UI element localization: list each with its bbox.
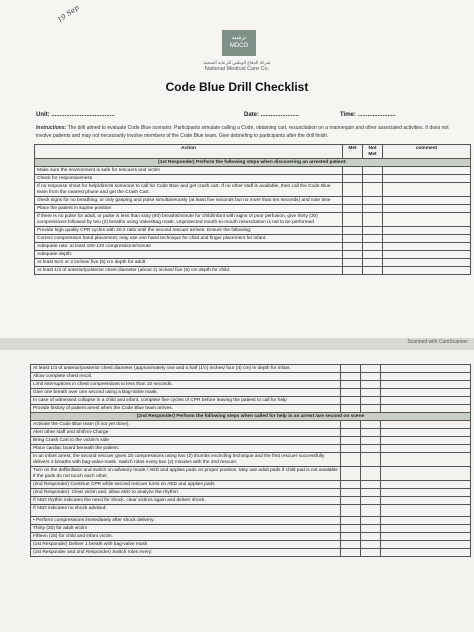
table-row (35, 235, 471, 243)
comment-cell[interactable] (381, 505, 471, 517)
met-cell[interactable] (341, 541, 361, 549)
table-row (31, 365, 471, 373)
comment-cell[interactable] (381, 437, 471, 445)
action-cell: At least 5cm or 2 inches/ five (5) cm depth for adult (35, 259, 343, 267)
action-cell: Bring Crash Cart to the victim's side (31, 437, 341, 445)
table-row (31, 397, 471, 405)
table-row (35, 251, 471, 259)
met-cell[interactable] (341, 389, 361, 397)
comment-cell[interactable] (383, 235, 471, 243)
action-cell: Place the patient in supine position (35, 205, 343, 213)
not-met-cell[interactable] (363, 167, 383, 175)
action-cell: (2nd Responder) Continue CPR while second rescuer turns on AED and applies pads (31, 481, 341, 489)
met-cell[interactable] (341, 525, 361, 533)
comment-cell[interactable] (381, 421, 471, 429)
comment-cell[interactable] (383, 183, 471, 197)
scanner-watermark: Scanned with CamScanner (407, 339, 468, 345)
not-met-cell[interactable] (361, 437, 381, 445)
comment-cell[interactable] (383, 227, 471, 235)
table-row (31, 389, 471, 397)
action-cell: Adequate rate: at least 100-120 compressions/minute (35, 243, 343, 251)
comment-cell[interactable] (381, 453, 471, 467)
table-row (35, 213, 471, 227)
table-row (35, 243, 471, 251)
table-row (31, 533, 471, 541)
action-cell: • Perform compressions immediately after shock delivery: (31, 517, 341, 525)
table-row (35, 227, 471, 235)
checklist-table-2 (30, 364, 471, 557)
met-cell[interactable] (341, 517, 361, 525)
met-cell[interactable] (341, 437, 361, 445)
not-met-cell[interactable] (363, 259, 383, 267)
met-cell[interactable] (341, 467, 361, 481)
met-cell[interactable] (341, 381, 361, 389)
met-cell[interactable] (341, 505, 361, 517)
not-met-cell[interactable] (361, 489, 381, 497)
not-met-cell[interactable] (361, 429, 381, 437)
table-row (31, 429, 471, 437)
comment-cell[interactable] (381, 481, 471, 489)
table-row (35, 259, 471, 267)
action-cell: (1st Responder and 2nd Responder) Switch roles every: (31, 549, 341, 557)
met-cell[interactable] (343, 205, 363, 213)
comment-cell[interactable] (381, 445, 471, 453)
comment-cell[interactable] (381, 381, 471, 389)
not-met-cell[interactable] (361, 397, 381, 405)
met-cell[interactable] (343, 243, 363, 251)
comment-cell[interactable] (383, 175, 471, 183)
action-cell: Place cardiac board beneath the patient. (31, 445, 341, 453)
not-met-cell[interactable] (363, 183, 383, 197)
not-met-cell[interactable] (361, 549, 381, 557)
action-cell: Give one breath over one second using a Bag-Valve mask. (31, 389, 341, 397)
table-row (31, 373, 471, 381)
section-header-row (31, 413, 471, 421)
met-cell[interactable] (341, 365, 361, 373)
action-cell: Make sure the environment is safe for rescuers and victim (35, 167, 343, 175)
section-header-row (35, 159, 471, 167)
table-row (31, 405, 471, 413)
action-cell: Provide high quality CPR cycles with 30:2 ratio until the second rescuer arrives. Ensure the following: (35, 227, 343, 235)
unit-field: Unit: ...................................... (36, 112, 115, 118)
not-met-cell[interactable] (363, 227, 383, 235)
comment-cell[interactable] (383, 167, 471, 175)
table-row (35, 175, 471, 183)
action-cell: Allow complete chest recoil. (31, 373, 341, 381)
comment-cell[interactable] (381, 405, 471, 413)
not-met-cell[interactable] (363, 213, 383, 227)
not-met-cell[interactable] (361, 505, 381, 517)
met-cell[interactable] (343, 259, 363, 267)
not-met-cell[interactable] (361, 445, 381, 453)
not-met-cell[interactable] (361, 421, 381, 429)
met-cell[interactable] (341, 489, 361, 497)
comment-cell[interactable] (381, 373, 471, 381)
action-cell: Alert other staff and Shift-in-Charge (31, 429, 341, 437)
not-met-cell[interactable] (361, 467, 381, 481)
section-header-text: (2nd Responder) Perform the following steps when called for help in an arrest /are second on scene (31, 413, 471, 421)
action-header: Action (35, 145, 343, 159)
not-met-header: Not Met (363, 145, 383, 159)
action-cell: If AED rhythm indicates the need for shock, clear victims again and deliver shock. (31, 497, 341, 505)
table-row (31, 489, 471, 497)
instructions-label: Instructions: (36, 125, 67, 131)
action-cell: (1st Responder) Deliver 1 breath with bag-valve mask (31, 541, 341, 549)
handwritten-note: 19 Sep (55, 3, 81, 25)
not-met-cell[interactable] (361, 405, 381, 413)
table-row (31, 525, 471, 533)
company-name-english: National Medical Care Co. (204, 66, 270, 72)
table-row (31, 453, 471, 467)
table-header-row (35, 145, 471, 159)
met-cell[interactable] (341, 445, 361, 453)
not-met-cell[interactable] (361, 373, 381, 381)
met-cell[interactable] (341, 497, 361, 505)
action-cell: check signs for no breathing, or only gasping and pulse simultaneously (at least five seconds but no more than ten seconds) and note time (35, 197, 343, 205)
not-met-cell[interactable] (363, 205, 383, 213)
not-met-cell[interactable] (363, 235, 383, 243)
action-cell: Adequate depth: (35, 251, 343, 259)
time-field: Time: ....................... (340, 112, 396, 118)
comment-cell[interactable] (381, 517, 471, 525)
action-cell: Thirty (30) for adult victim (31, 525, 341, 533)
met-cell[interactable] (341, 453, 361, 467)
comment-cell[interactable] (381, 533, 471, 541)
not-met-cell[interactable] (361, 453, 381, 467)
action-cell: Check for responsiveness (35, 175, 343, 183)
comment-cell[interactable] (381, 389, 471, 397)
table-row (31, 421, 471, 429)
met-cell[interactable] (341, 533, 361, 541)
action-cell: If AED indicates no shock advised: (31, 505, 341, 517)
action-cell: Activate the Code Blue team (if not yet done). (31, 421, 341, 429)
met-header: Met (343, 145, 363, 159)
page-title: Code Blue Drill Checklist (165, 80, 309, 94)
action-cell: Turn on the defibrillator and switch on advisory mode / AED and applies pads on proper position. May use adult pads if child pad is not available if the pads do not touch each other. (31, 467, 341, 481)
action-cell: Limit interruptions in chest compressions to less than 10 seconds. (31, 381, 341, 389)
action-cell: If no response shout for help/directs someone to call for Code Blue and get crash cart. If no other staff is available, then call the Code Blue team from the nearest phone and get the Crash Cart. (35, 183, 343, 197)
action-cell: In an infant arrest, the second rescuer gives 15 compressions using two (2) thumbs encircling technique and the first rescuer successfully delivers 2 breaths with bag-valve-mask. Switch roles every two (2) minutes with the 2nd rescuer. (31, 453, 341, 467)
table-row (31, 445, 471, 453)
action-cell: Fifteen (15) for child and infant victim. (31, 533, 341, 541)
comment-header: comment (383, 145, 471, 159)
met-cell[interactable] (341, 405, 361, 413)
date-field: Date: ....................... (244, 112, 300, 118)
met-cell[interactable] (343, 227, 363, 235)
table-row (31, 437, 471, 445)
comment-cell[interactable] (383, 197, 471, 205)
instructions (36, 124, 456, 140)
table-row (31, 467, 471, 481)
met-cell[interactable] (341, 429, 361, 437)
met-cell[interactable] (343, 175, 363, 183)
comment-cell[interactable] (381, 429, 471, 437)
comment-cell[interactable] (383, 243, 471, 251)
met-cell[interactable] (341, 481, 361, 489)
not-met-cell[interactable] (361, 497, 381, 505)
company-name-arabic: شركة الدفاع الوطني للرعاية الصحية (203, 60, 271, 65)
met-cell[interactable] (341, 549, 361, 557)
action-cell: At least 1/3 of anterior/posterior chest diameter (about 2) inches/ five (5) cm depth for child. (35, 267, 343, 275)
action-cell: (2nd Responder): Clear victim and, allow AED to analyze the rhythm (31, 489, 341, 497)
met-cell[interactable] (343, 235, 363, 243)
met-cell[interactable] (343, 251, 363, 259)
instructions-text: The drill aimed to evaluate Code Blue scenario: Participants simulate calling a Code, obtaining cart, resuscitation on a mannequin and other associated activities. It does not involve patients and may not necessarily involve members of the Code Blue team. Give debriefing to participants after the drill finish. (36, 125, 449, 139)
not-met-cell[interactable] (361, 481, 381, 489)
action-cell: If there is no pulse for adult, or pulse is less than sixty (60) breaths/minute for child/infant with signs of poor perfusion, give thirty (30) compressions followed by two (2) breaths using Valve/Bag mask. Unprotected mouth-to-mouth resuscitation is not to be performed (35, 213, 343, 227)
table-row (31, 481, 471, 489)
comment-cell[interactable] (381, 365, 471, 373)
met-cell[interactable] (341, 397, 361, 405)
action-cell: In case of witnessed collapse in a child and infant, complete five cycles of CPR before leaving the patient to call for help (31, 397, 341, 405)
not-met-cell[interactable] (361, 541, 381, 549)
not-met-cell[interactable] (361, 365, 381, 373)
table-row (31, 381, 471, 389)
comment-cell[interactable] (383, 259, 471, 267)
table-row (31, 517, 471, 525)
not-met-cell[interactable] (361, 533, 381, 541)
action-cell: Provide history of patient arrest when the Code Blue team arrives. (31, 405, 341, 413)
met-cell[interactable] (343, 267, 363, 275)
comment-cell[interactable] (381, 467, 471, 481)
met-cell[interactable] (341, 421, 361, 429)
not-met-cell[interactable] (361, 389, 381, 397)
not-met-cell[interactable] (361, 525, 381, 533)
checklist-table-1 (34, 144, 471, 275)
section-header-text: (1st Responder) Perform the following steps when discovering an arrested patient: (35, 159, 471, 167)
company-name (172, 60, 302, 72)
table-row (35, 205, 471, 213)
not-met-cell[interactable] (361, 381, 381, 389)
comment-cell[interactable] (381, 525, 471, 533)
table-row (35, 267, 471, 275)
table-row (31, 549, 471, 557)
table-row (31, 541, 471, 549)
comment-cell[interactable] (383, 251, 471, 259)
met-cell[interactable] (343, 213, 363, 227)
met-cell[interactable] (343, 167, 363, 175)
action-cell: Correct compression hand placement; may use one hand technique for child and finger placement for infant. (35, 235, 343, 243)
comment-cell[interactable] (383, 267, 471, 275)
not-met-cell[interactable] (361, 517, 381, 525)
met-cell[interactable] (343, 183, 363, 197)
comment-cell[interactable] (381, 397, 471, 405)
not-met-cell[interactable] (363, 243, 383, 251)
not-met-cell[interactable] (363, 251, 383, 259)
comment-cell[interactable] (381, 497, 471, 505)
company-logo (222, 30, 256, 56)
comment-cell[interactable] (381, 549, 471, 557)
not-met-cell[interactable] (363, 197, 383, 205)
table-row (31, 505, 471, 517)
logo-text: ترشيد MDCO (229, 35, 249, 49)
not-met-cell[interactable] (363, 175, 383, 183)
table-row (35, 197, 471, 205)
comment-cell[interactable] (381, 489, 471, 497)
checklist-page-2 (0, 350, 474, 632)
met-cell[interactable] (343, 197, 363, 205)
action-cell: At least 1/3 of anterior/posterior chest diameter (approximately one and a half (1½) inches/ four (4) cm) in depth for infant. (31, 365, 341, 373)
table-row (35, 167, 471, 175)
comment-cell[interactable] (383, 205, 471, 213)
table-row (31, 497, 471, 505)
table-row (35, 183, 471, 197)
not-met-cell[interactable] (363, 267, 383, 275)
comment-cell[interactable] (381, 541, 471, 549)
met-cell[interactable] (341, 373, 361, 381)
comment-cell[interactable] (383, 213, 471, 227)
